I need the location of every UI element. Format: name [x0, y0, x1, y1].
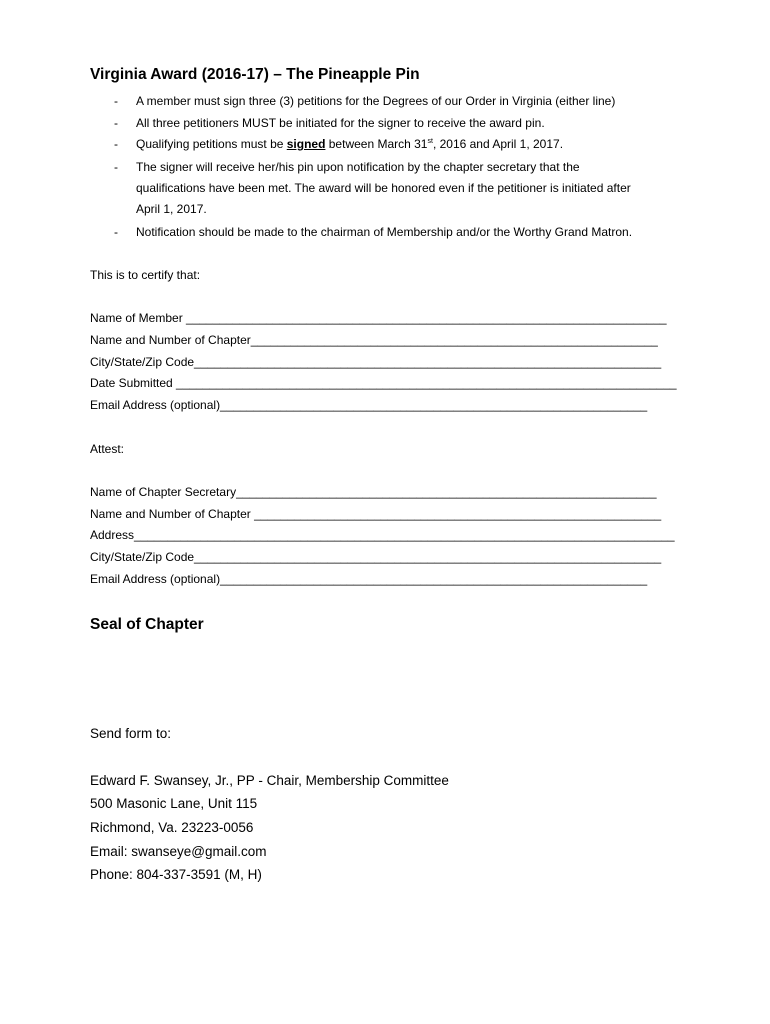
certify-heading: This is to certify that:	[90, 268, 201, 282]
contact-name: Edward F. Swansey, Jr., PP - Chair, Membership Committee	[90, 773, 449, 788]
page-title: Virginia Award (2016-17) – The Pineapple Pin	[90, 66, 420, 83]
seal-heading: Seal of Chapter	[90, 616, 204, 633]
contact-phone: Phone: 804-337-3591 (M, H)	[90, 867, 262, 882]
contact-email: Email: swanseye@gmail.com	[90, 844, 267, 859]
bullet-text: The signer will receive her/his pin upon notification by the chapter secretary that the	[136, 160, 580, 174]
bullet-text: April 1, 2017.	[136, 202, 207, 216]
secretary-address-field[interactable]: Address_________________________________________________________________________________	[90, 528, 675, 542]
bullet-text-prefix: Qualifying petitions must be	[136, 137, 287, 151]
ordinal-suffix: st	[427, 138, 433, 145]
secretary-email-field[interactable]: Email Address (optional)________________________________________________________________	[90, 572, 648, 586]
bullet-text-mid: between March 31	[325, 137, 428, 151]
bullet-text: A member must sign three (3) petitions for the Degrees of our Order in Virginia (either line)	[136, 94, 616, 108]
bullet-text	[136, 137, 563, 151]
secretary-name-field[interactable]: Name of Chapter Secretary_______________________________________________________________	[90, 485, 657, 499]
bullet-dash: -	[114, 225, 118, 239]
emphasis-signed: signed	[286, 137, 326, 151]
bullet-text-suffix: , 2016 and April 1, 2017.	[432, 137, 564, 151]
bullet-dash: -	[114, 137, 118, 151]
bullet-dash: -	[114, 94, 118, 108]
date-submitted-field[interactable]: Date Submitted ___________________________________________________________________________	[90, 376, 677, 390]
secretary-city-state-zip-field[interactable]: City/State/Zip Code______________________________________________________________________	[90, 550, 662, 564]
member-city-state-zip-field[interactable]: City/State/Zip Code______________________________________________________________________	[90, 355, 662, 369]
bullet-text: qualifications have been met. The award will be honored even if the petitioner is initiated after	[136, 181, 631, 195]
bullet-dash: -	[114, 160, 118, 174]
member-email-field[interactable]: Email Address (optional)________________________________________________________________	[90, 398, 648, 412]
bullet-text: Notification should be made to the chairman of Membership and/or the Worthy Grand Matron.	[136, 225, 633, 239]
member-chapter-field[interactable]: Name and Number of Chapter_____________________________________________________________	[90, 333, 658, 347]
send-heading: Send form to:	[90, 726, 172, 741]
attest-heading: Attest:	[90, 442, 125, 456]
secretary-chapter-field[interactable]: Name and Number of Chapter _____________________________________________________________	[90, 507, 662, 521]
contact-address: 500 Masonic Lane, Unit 115	[90, 796, 258, 811]
bullet-dash: -	[114, 116, 118, 130]
bullet-text: All three petitioners MUST be initiated for the signer to receive the award pin.	[136, 116, 545, 130]
member-name-field[interactable]: Name of Member ________________________________________________________________________	[90, 311, 667, 325]
contact-city: Richmond, Va. 23223-0056	[90, 820, 254, 835]
